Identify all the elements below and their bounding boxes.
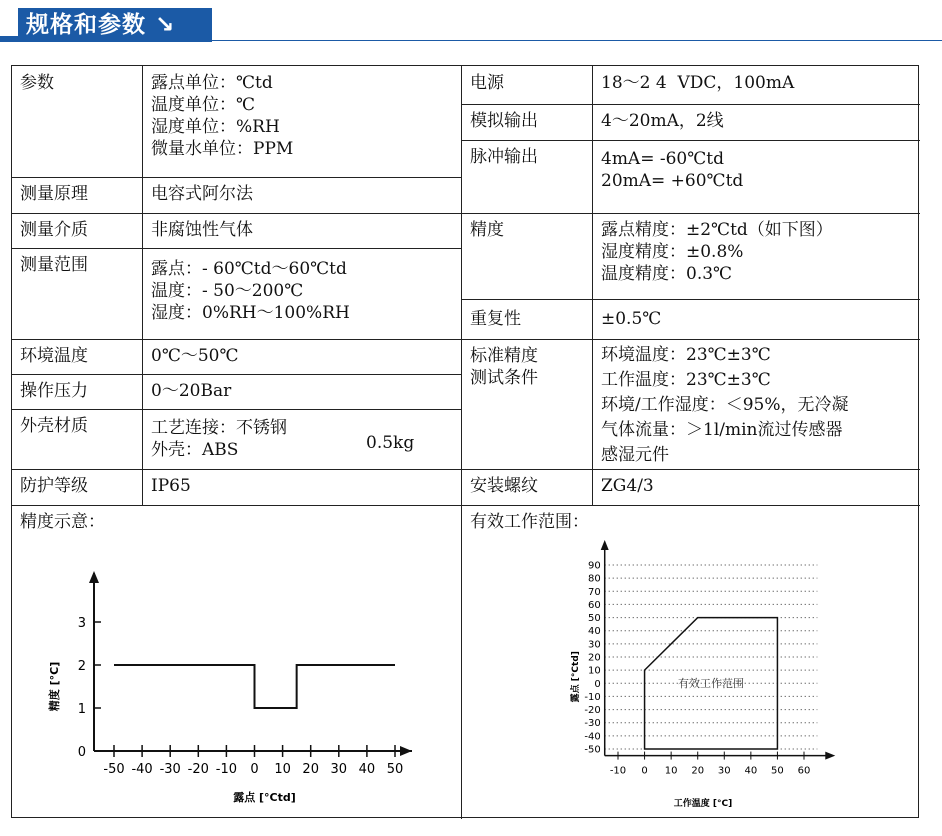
x-tick-label: 10 [664,765,678,777]
x-tick-label: 0 [641,765,648,777]
principle-value: 电容式阿尔法 [151,184,253,204]
y-tick-label: 80 [587,573,601,585]
x-tick-label: 50 [386,762,404,777]
y-tick-label: 70 [587,586,601,598]
repeat-value: ±0.5℃ [601,309,662,329]
y-axis-label: 精度 [°C] [48,661,61,712]
accuracy-value: 露点精度：±2℃td（如下图） 湿度精度：±0.8% 温度精度：0.3℃ [601,220,833,284]
x-tick-label: 10 [274,762,291,777]
x-tick-label: 40 [358,762,376,777]
weight-value: 0.5kg [366,433,415,453]
header-rule [212,40,942,41]
y-tick-label: 10 [587,665,601,677]
y-tick-label: 20 [587,652,601,664]
x-tick-label: -10 [215,762,238,777]
x-tick-label: -10 [609,765,627,777]
range-value: 露点：- 60℃td～60℃td 温度：- 50～200℃ 湿度：0%RH～100%RH [151,259,350,323]
x-tick-label: 0 [250,762,259,777]
x-tick-label: 60 [797,765,811,777]
accuracy-chart-title: 精度示意： [20,512,105,532]
medium-value: 非腐蚀性气体 [151,220,253,240]
x-tick-label: 50 [771,765,784,777]
header-accent [0,36,18,42]
analog-value: 4～20mA，2线 [601,111,724,131]
mount-value: ZG4/3 [601,476,654,496]
y-axis-arrow [601,540,609,550]
pulse-value: 4mA= -60℃td 20mA= +60℃td [601,149,744,191]
protection-value: IP65 [151,476,191,496]
y-tick-label: 1 [77,702,86,717]
range-label: 测量范围 [20,255,88,275]
y-tick-label: 90 [587,560,601,572]
params-label: 参数 [20,73,54,93]
y-tick-label: -50 [584,744,601,756]
principle-label: 测量原理 [20,184,88,204]
y-tick-label: 40 [587,626,601,638]
analog-label: 模拟输出 [470,111,538,131]
env-temp-label: 环境温度 [20,346,88,366]
env-temp-value: 0℃～50℃ [151,346,239,366]
x-tick-label: 30 [717,765,731,777]
pressure-value: 0～20Bar [151,381,232,401]
range-chart-title: 有效工作范围： [470,512,589,532]
pressure-label: 操作压力 [20,381,88,401]
x-tick-label: 40 [744,765,758,777]
mount-label: 安装螺纹 [470,476,538,496]
x-tick-label: -20 [187,762,209,777]
repeat-label: 重复性 [470,309,521,329]
x-axis-arrow [825,752,835,760]
spec-table [11,65,919,818]
pulse-label: 脉冲输出 [470,147,538,167]
y-axis-label: 露点 [°Ctd] [571,651,581,703]
region-label: 有效工作范围 [678,677,744,691]
y-tick-label: 3 [77,616,86,631]
accuracy-label: 精度 [470,220,504,240]
material-label: 外壳材质 [20,416,88,436]
x-axis-label: 露点 [°Ctd] [233,791,296,804]
y-tick-label: -20 [584,705,601,717]
x-tick-label: 30 [330,762,348,777]
x-tick-label: -50 [103,762,125,777]
y-tick-label: -10 [584,691,601,703]
std-value: 环境温度：23℃±3℃ 工作温度：23℃±3℃ 环境/工作湿度：＜95%，无冷凝 气体流量：＞1l/min流过传感器 感湿元件 [601,345,849,465]
x-axis-label: 工作温度 [°C] [673,799,733,809]
x-tick-label: 20 [691,765,705,777]
y-tick-label: 60 [587,599,601,611]
y-tick-label: 0 [77,745,86,760]
y-axis-arrow [89,571,99,583]
std-label: 标准精度 测试条件 [470,346,538,388]
working-range-chart [552,536,842,816]
material-value: 工艺连接：不锈钢 外壳：ABS [151,418,287,460]
y-tick-label: 30 [587,639,601,651]
y-tick-label: 50 [587,613,601,625]
params-value: 露点单位：℃td 温度单位：℃ 湿度单位：%RH 微量水单位：PPM [151,73,294,159]
x-tick-label: 20 [302,762,319,777]
y-tick-label: -30 [584,718,601,730]
medium-label: 测量介质 [20,220,88,240]
y-tick-label: 0 [594,678,601,690]
section-title: 规格和参数 ↘ [18,8,212,42]
accuracy-chart [32,561,442,811]
power-label: 电源 [470,73,504,93]
accuracy-series-line [114,665,395,708]
y-tick-label: -40 [584,731,601,743]
power-value: 18～2 4 VDC，100mA [601,73,795,93]
x-tick-label: -30 [159,762,181,777]
x-axis-arrow [400,746,412,756]
section-header [0,0,942,44]
protection-label: 防护等级 [20,476,88,496]
y-tick-label: 2 [77,659,86,674]
x-tick-label: -40 [131,762,153,777]
